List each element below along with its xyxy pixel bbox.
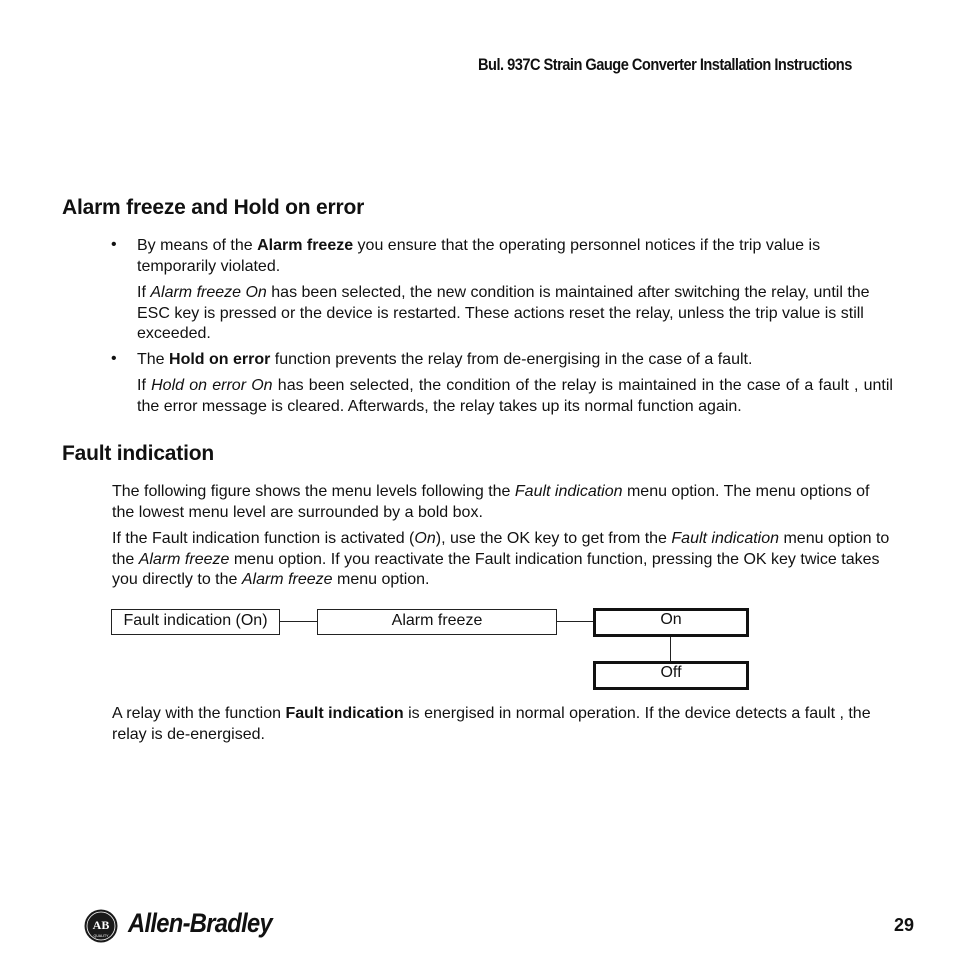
connector-line [280,621,317,622]
logo-lettering: AB [92,918,110,932]
page-number: 29 [894,915,915,935]
menu-box-fault-indication: Fault indication (On) [111,609,280,635]
paragraph-hold-on-error-on: If Hold on error On has been selected, the condition of the relay is maintained in the case of a fault , until the error message is cleared. Afterwards, the relay takes up its normal function again. [137,377,893,415]
menu-box-alarm-freeze: Alarm freeze [317,609,557,635]
section-heading-alarm-freeze: Alarm freeze and Hold on error [62,196,365,219]
paragraph-fault-intro: The following figure shows the menu levels following the Fault indication menu option. The menu options of the lowest menu level are surrounded by a bold box. [112,483,870,521]
bullet-marker: • [111,350,117,367]
bullet-paragraph-hold-on-error: The Hold on error function prevents the relay from de-energising in the case of a fault. [137,351,753,368]
bullet-marker: • [111,236,117,253]
menu-box-off: Off [593,661,749,690]
allen-bradley-logo [84,909,118,948]
menu-box-on: On [593,608,749,637]
paragraph-alarm-freeze-on: If Alarm freeze On has been selected, the new condition is maintained after switching the relay, until the ESC key is pressed or the device is restarted. These actions reset the relay, unless the trip value is still exceeded. [137,284,870,342]
connector-line-vertical [670,637,671,661]
section-heading-fault-indication: Fault indication [62,442,214,465]
connector-line [557,621,594,622]
running-header: Bul. 937C Strain Gauge Converter Installation Instructions [478,55,852,74]
logo-sub-lettering: QUALITY [93,934,109,938]
bullet-paragraph-alarm-freeze: By means of the Alarm freeze you ensure that the operating personnel notices if the trip value is temporarily violated. [137,237,821,275]
paragraph-relay-behaviour: A relay with the function Fault indication is energised in normal operation. If the device detects a fault , the relay is de-energised. [112,705,871,743]
paragraph-fault-ok-key: If the Fault indication function is activated (On), use the OK key to get from the Fault indication menu option to the Alarm freeze menu option. If you reactivate the Fault indication function, pressing the OK key twice takes you directly to the Alarm freeze menu option. [112,530,890,588]
brand-name: Allen-Bradley [128,908,273,938]
